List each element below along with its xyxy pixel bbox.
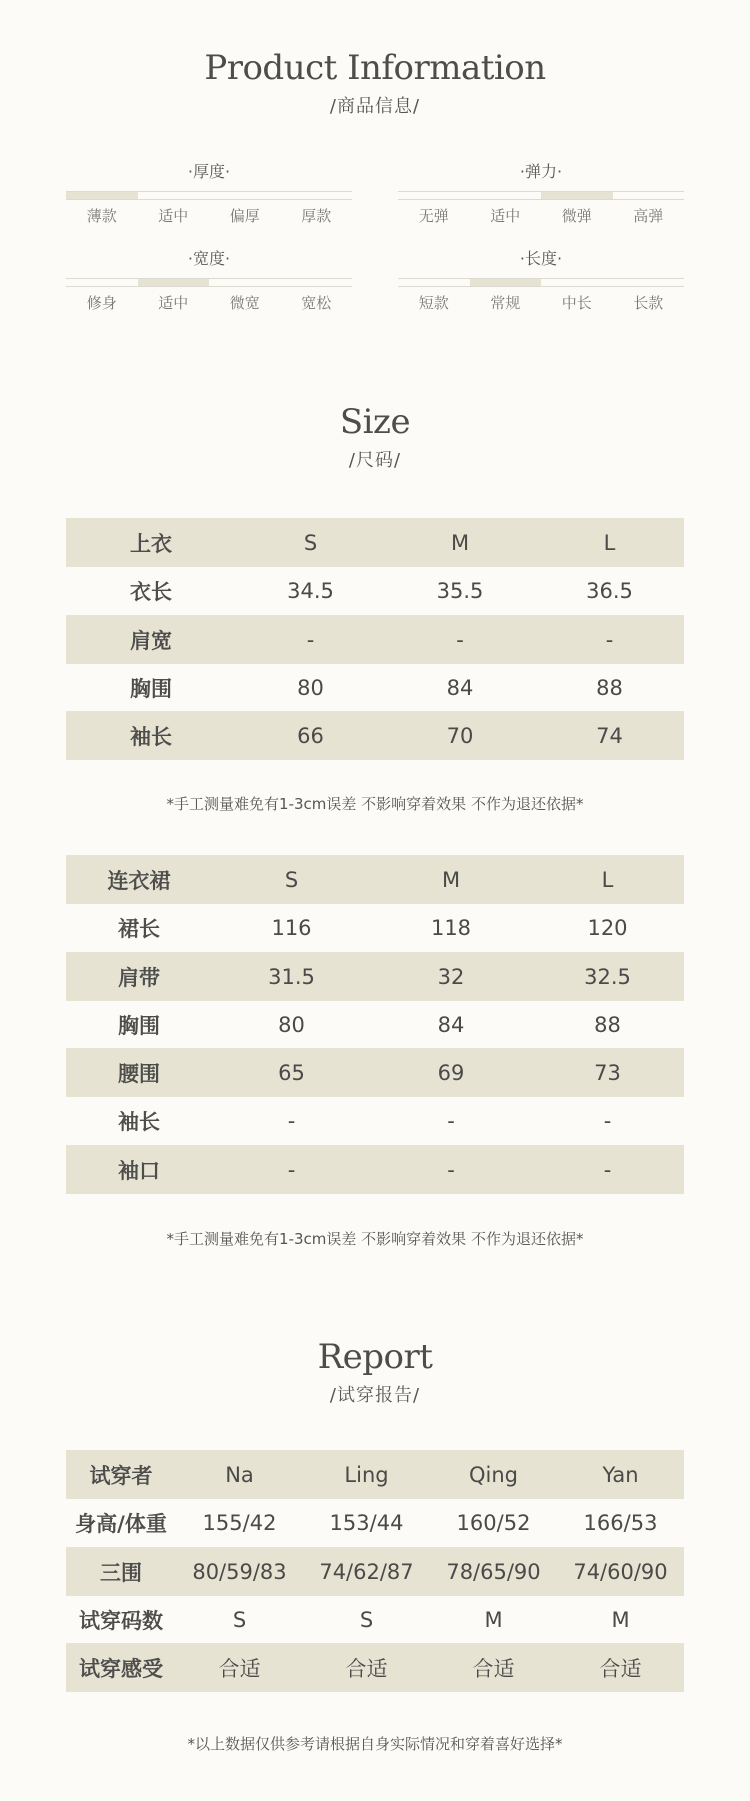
table-cell: 80 (297, 675, 324, 700)
measurement-note: *手工测量难免有1-3cm误差 不影响穿着效果 不作为退还依据* (166, 795, 584, 813)
table-header-cell: 试穿者 (66, 1450, 176, 1499)
table-cell: 合适 (430, 1643, 557, 1692)
table-cell: M (484, 1607, 503, 1632)
table-row-label: 肩带 (66, 952, 212, 1001)
attribute-thickness (66, 161, 352, 226)
attribute-option: 中长 (561, 294, 592, 312)
size-title: Size (339, 402, 411, 442)
report-note: *以上数据仅供参考请根据自身实际情况和穿着喜好选择* (187, 1735, 563, 1753)
table-cell: - (371, 1145, 531, 1194)
table-cell: 36.5 (586, 579, 633, 603)
table-header-cell: M (385, 518, 535, 567)
attribute-option: 微弹 (561, 207, 592, 225)
attribute-scale (398, 278, 684, 287)
attribute-option: 修身 (86, 294, 117, 312)
attribute-label: ·宽度· (187, 249, 231, 268)
table-header-cell: S (236, 518, 385, 567)
fitting-report-table (66, 1450, 684, 1692)
report-subtitle: /试穿报告/ (329, 1385, 421, 1406)
table-cell: 32 (371, 952, 531, 1001)
table-row (66, 1596, 684, 1643)
table-cell: S (232, 1607, 247, 1632)
table-row-label: 三围 (66, 1547, 176, 1596)
attribute-scale (398, 191, 684, 200)
attribute-option: 厚款 (301, 207, 332, 225)
attribute-width (66, 248, 352, 313)
table-cell: 74 (535, 711, 684, 760)
table-row (66, 664, 684, 711)
table-cell: 160/52 (456, 1511, 531, 1535)
table-cell: 116 (271, 916, 312, 940)
top-size-table (66, 518, 684, 760)
attribute-selected-fill (541, 192, 613, 199)
table-header-cell: Yan (557, 1450, 684, 1499)
table-cell: 66 (236, 711, 385, 760)
attribute-option: 高弹 (633, 207, 664, 225)
attribute-selected-fill (470, 279, 542, 286)
table-row-label: 袖长 (66, 711, 236, 760)
table-cell: 73 (531, 1048, 684, 1097)
table-cell: 70 (385, 711, 535, 760)
attribute-option: 适中 (158, 207, 189, 225)
attribute-option: 薄款 (86, 207, 117, 225)
table-header-cell: 连衣裙 (66, 855, 212, 904)
table-header-cell: Qing (430, 1450, 557, 1499)
table-cell: 74/62/87 (303, 1547, 430, 1596)
attribute-selected-fill (138, 279, 210, 286)
table-cell: 155/42 (202, 1511, 277, 1535)
table-cell: - (287, 1109, 296, 1133)
attribute-option: 适中 (158, 294, 189, 312)
table-row (66, 1643, 684, 1692)
table-row (66, 1499, 684, 1547)
table-cell: 88 (596, 675, 623, 700)
attribute-option: 常规 (490, 294, 521, 312)
table-row-label: 胸围 (118, 1013, 160, 1038)
table-header-cell: L (535, 518, 684, 567)
table-cell: 合适 (557, 1643, 684, 1692)
table-row-label: 衣长 (130, 580, 172, 604)
table-header-row (66, 1450, 684, 1499)
size-subtitle: /尺码/ (348, 450, 402, 471)
table-header-row (66, 855, 684, 904)
table-cell: - (385, 615, 535, 664)
table-row (66, 1097, 684, 1145)
attribute-label: ·长度· (519, 249, 563, 268)
table-header-cell: M (371, 855, 531, 904)
table-row (66, 904, 684, 952)
measurement-note: *手工测量难免有1-3cm误差 不影响穿着效果 不作为退还依据* (166, 1230, 584, 1248)
attribute-option: 适中 (490, 207, 521, 225)
table-row-label: 袖口 (66, 1145, 212, 1194)
table-cell: 118 (430, 916, 472, 940)
table-row-label: 肩宽 (66, 615, 236, 664)
table-cell: - (531, 1145, 684, 1194)
table-cell: 88 (594, 1012, 621, 1037)
table-header-cell: L (531, 855, 684, 904)
report-title: Report (317, 1337, 433, 1377)
attribute-label: ·弹力· (519, 162, 563, 181)
table-cell: 84 (446, 675, 474, 700)
table-header-cell: S (212, 855, 371, 904)
table-cell: 32.5 (531, 952, 684, 1001)
table-cell: 35.5 (436, 579, 484, 603)
attribute-length (398, 248, 684, 313)
table-cell: 74/60/90 (557, 1547, 684, 1596)
table-row (66, 1048, 684, 1097)
table-header-cell: Ling (303, 1450, 430, 1499)
attribute-label: ·厚度· (187, 162, 231, 181)
attribute-option: 短款 (418, 294, 449, 312)
table-cell: 78/65/90 (430, 1547, 557, 1596)
attribute-elasticity (398, 161, 684, 226)
table-cell: S (359, 1607, 374, 1632)
table-cell: 合适 (303, 1643, 430, 1692)
table-cell: 80 (278, 1012, 305, 1037)
table-cell: - (603, 1109, 612, 1133)
table-row-label: 裙长 (118, 917, 160, 941)
table-row (66, 1001, 684, 1048)
table-row-label: 试穿码数 (79, 1608, 163, 1633)
table-cell: - (212, 1145, 371, 1194)
table-row (66, 615, 684, 664)
table-row (66, 711, 684, 760)
attribute-option: 微宽 (229, 294, 260, 312)
attribute-option: 长款 (633, 294, 664, 312)
table-header-row (66, 518, 684, 567)
table-cell: 31.5 (212, 952, 371, 1001)
table-row (66, 1145, 684, 1194)
table-cell: M (611, 1607, 630, 1632)
table-cell: 34.5 (287, 579, 334, 603)
table-cell: 166/53 (583, 1511, 658, 1535)
table-cell: - (447, 1109, 455, 1133)
table-cell: 合适 (176, 1643, 303, 1692)
table-header-cell: 上衣 (66, 518, 236, 567)
product-info-subtitle: /商品信息/ (329, 96, 421, 117)
table-row (66, 567, 684, 615)
table-row-label: 身高/体重 (75, 1512, 167, 1536)
product-info-title: Product Information (204, 48, 546, 88)
table-cell: - (535, 615, 684, 664)
table-cell: 65 (212, 1048, 371, 1097)
attribute-selected-fill (66, 192, 138, 199)
table-row-label: 胸围 (130, 676, 172, 701)
table-row-label: 袖长 (118, 1110, 160, 1134)
attribute-scale (66, 278, 352, 287)
table-cell: 84 (437, 1012, 465, 1037)
table-cell: - (236, 615, 385, 664)
table-cell: 120 (587, 916, 628, 940)
table-row (66, 952, 684, 1001)
attribute-scale (66, 191, 352, 200)
table-row-label: 试穿感受 (66, 1643, 176, 1692)
attribute-option: 偏厚 (229, 207, 260, 225)
table-header-cell: Na (176, 1450, 303, 1499)
table-row-label: 腰围 (66, 1048, 212, 1097)
table-row (66, 1547, 684, 1596)
table-cell: 80/59/83 (176, 1547, 303, 1596)
table-cell: 69 (371, 1048, 531, 1097)
dress-size-table (66, 855, 684, 1194)
attribute-option: 无弹 (418, 207, 449, 225)
attribute-option: 宽松 (301, 294, 332, 312)
table-cell: 153/44 (329, 1511, 404, 1535)
